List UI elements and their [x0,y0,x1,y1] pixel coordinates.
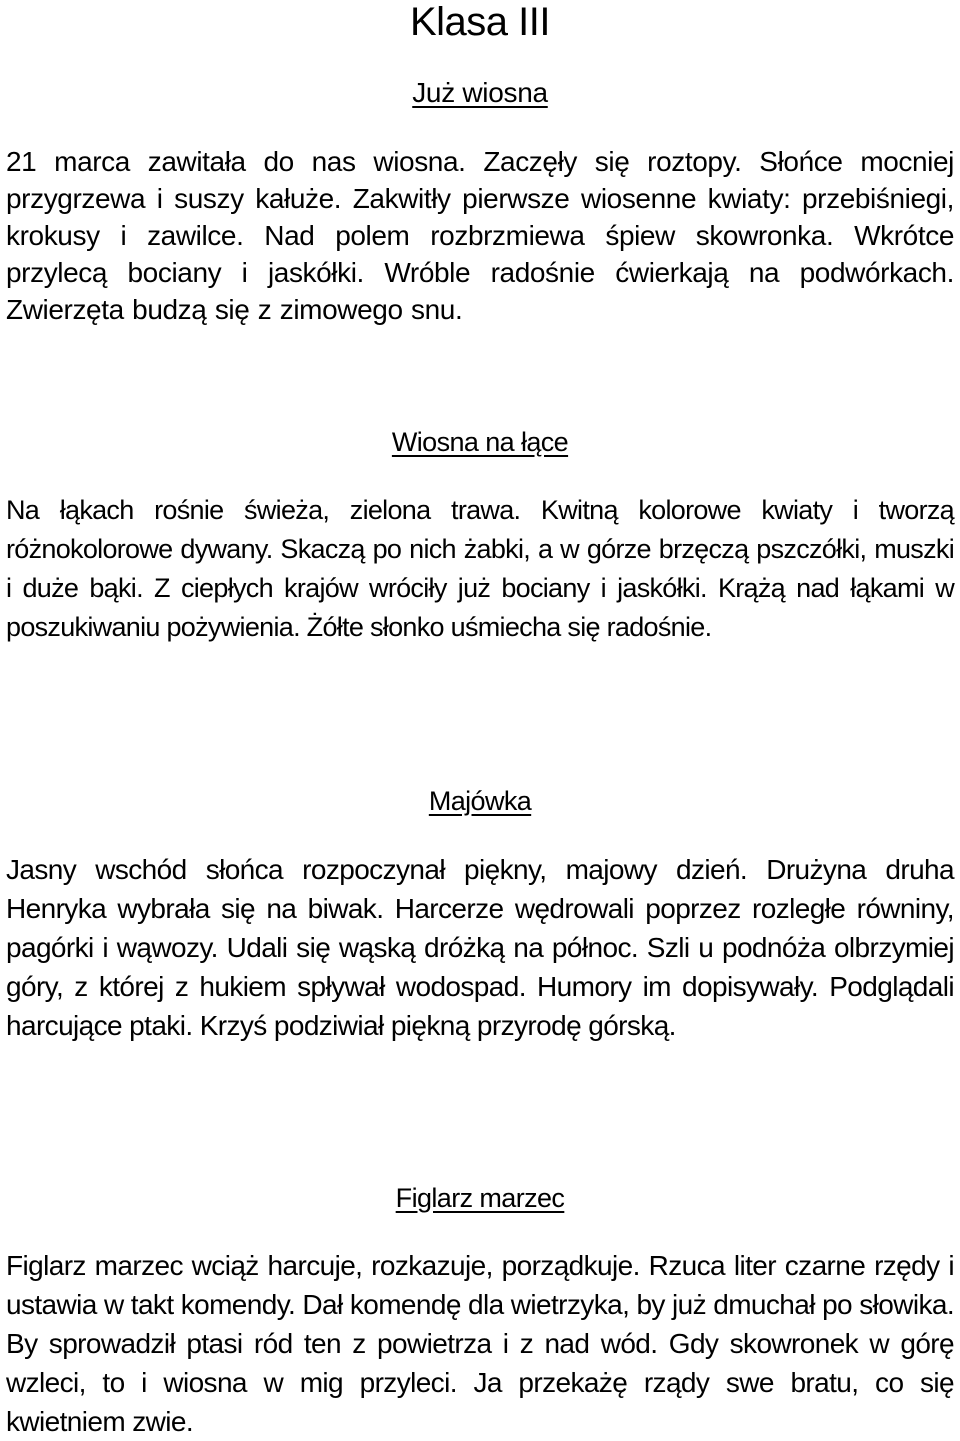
section-paragraph-juz-wiosna: 21 marca zawitała do nas wiosna. Zaczęły się roztopy. Słońce mocniej przygrzewa i suszy kałuże. Zakwitły pierwsze wiosenne kwiaty: przebiśniegi, krokusy i zawilce. Nad polem rozbrzmiewa śpiew skowronka. Wkrótce przylecą bociany i jaskółki. Wróble radośnie ćwierkają na podwórkach. Zwierzęta budzą się z zimowego snu. [6,146,954,325]
page-title: Klasa III [409,0,550,44]
section-heading-wiosna-na-lace: Wiosna na łące [391,427,569,457]
section-heading-juz-wiosna: Już wiosna [412,77,548,108]
section-heading-majowka: Majówka [428,786,532,816]
section-paragraph-wiosna-na-lace: Na łąkach rośnie świeża, zielona trawa. Kwitną kolorowe kwiaty i tworzą różnokolorowe dywany. Skaczą po nich żabki, a w górze brzęczą pszczółki, muszki i duże bąki. Z ciepłych krajów wróciły już bociany i jaskółki. Krążą nad łąkami w poszukiwaniu pożywienia. Żółte słonko uśmiecha się radośnie. [6,495,954,642]
section-paragraph-majowka: Jasny wschód słońca rozpoczynał piękny, majowy dzień. Drużyna druha Henryka wybrała się na biwak. Harcerze wędrowali poprzez rozległe równiny, pagórki i wąwozy. Udali się wąską dróżką na północ. Szli u podnóża olbrzymiej góry, z której z hukiem spływał wodospad. Humory im dopisywały. Podglądali harcujące ptaki. Krzyś podziwiał piękną przyrodę górską. [6,854,954,1041]
section-heading-figlarz-marzec: Figlarz marzec [395,1183,565,1213]
section-paragraph-figlarz-marzec: Figlarz marzec wciąż harcuje, rozkazuje, porządkuje. Rzuca liter czarne rzędy i ustawia w takt komendy. Dał komendę dla wietrzyka, by już dmuchał po słowika. By sprowadził ptasi ród ten z powietrza i z nad wód. Gdy skowronek w górę wzleci, to i wiosna w mig przyleci. Ja przekażę rządy swe bratu, co się kwietniem zwie. [6,1250,954,1437]
